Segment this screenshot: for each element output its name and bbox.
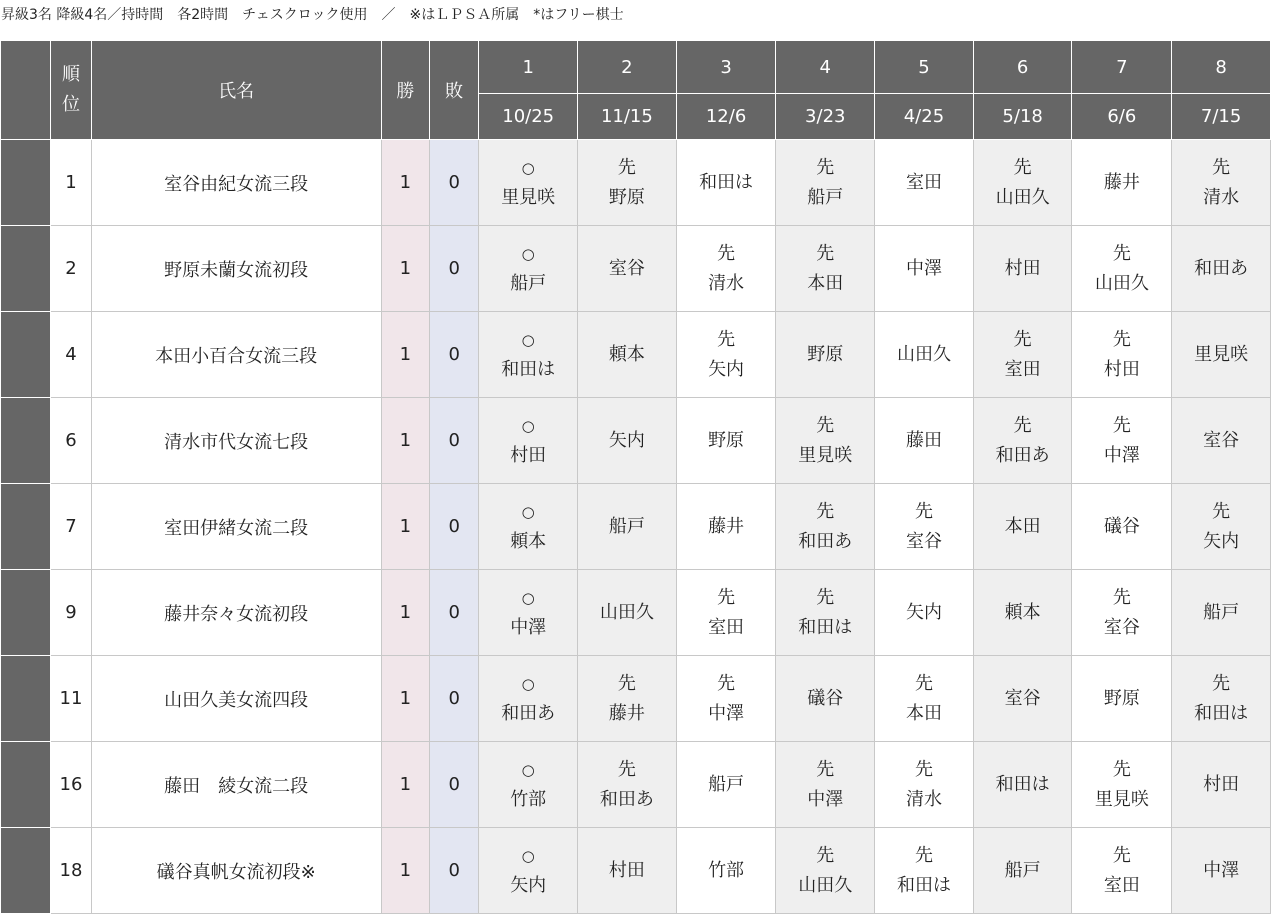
table-row (1, 140, 1271, 226)
header-round-date: 11/15 (578, 94, 677, 140)
opponent-name: 本田 (905, 702, 942, 724)
result-marker: 先 (816, 586, 835, 608)
player-name: 清水市代女流七段 (91, 398, 381, 484)
opponent-name: 和田あ (599, 788, 654, 810)
result-marker: 先 (717, 586, 736, 608)
row-stub (1, 570, 51, 656)
result-marker: 先 (1112, 328, 1131, 350)
result-cell (973, 312, 1072, 398)
result-marker: 先 (1212, 672, 1231, 694)
result-cell (676, 226, 776, 312)
rank-cell: 11 (51, 656, 91, 742)
result-cell (676, 828, 776, 914)
result-marker: 先 (914, 672, 933, 694)
table-row (1, 398, 1271, 484)
opponent-name: 室田 (905, 171, 942, 193)
win-count: 1 (381, 312, 429, 398)
result-cell (1072, 742, 1172, 828)
result-marker: 先 (617, 672, 636, 694)
result-cell (1072, 398, 1172, 484)
result-marker: 先 (816, 500, 835, 522)
opponent-name: 野原 (708, 429, 745, 451)
header-round-date: 6/6 (1072, 94, 1172, 140)
header-round-number: 1 (479, 41, 578, 94)
header-stub (1, 41, 51, 140)
opponent-name: 船戸 (807, 186, 844, 208)
loss-count: 0 (430, 570, 479, 656)
result-cell (776, 656, 875, 742)
player-name: 山田久美女流四段 (91, 656, 381, 742)
result-marker: 先 (1013, 414, 1032, 436)
result-cell (776, 398, 875, 484)
result-marker: 先 (717, 672, 736, 694)
result-cell (973, 656, 1072, 742)
result-marker: 先 (816, 156, 835, 178)
result-cell (776, 484, 875, 570)
header-win: 勝 (381, 41, 429, 140)
opponent-name: 和田あ (1194, 257, 1249, 279)
win-count: 1 (381, 742, 429, 828)
result-cell (875, 398, 974, 484)
header-round-date: 7/15 (1172, 94, 1271, 140)
opponent-name: 室谷 (1203, 429, 1240, 451)
header-round-number: 7 (1072, 41, 1172, 94)
result-marker: 先 (914, 844, 933, 866)
rank-cell: 6 (51, 398, 91, 484)
result-marker: 先 (1112, 586, 1131, 608)
result-marker: ○ (521, 502, 535, 521)
opponent-name: 村田 (1103, 358, 1140, 380)
header-round-number: 6 (973, 41, 1072, 94)
result-marker: 先 (1212, 500, 1231, 522)
result-marker: ○ (521, 330, 535, 349)
table-body (1, 140, 1271, 914)
opponent-name: 村田 (608, 859, 645, 881)
result-cell (1172, 484, 1271, 570)
league-table (0, 40, 1271, 914)
player-name: 藤井奈々女流初段 (91, 570, 381, 656)
table-row (1, 656, 1271, 742)
result-marker: ○ (521, 846, 535, 865)
opponent-name: 矢内 (905, 601, 942, 623)
opponent-name: 中澤 (510, 616, 547, 638)
result-marker: 先 (617, 156, 636, 178)
result-marker: 先 (816, 844, 835, 866)
header-round-date: 12/6 (676, 94, 776, 140)
result-cell (875, 226, 974, 312)
row-stub (1, 742, 51, 828)
opponent-name: 中澤 (905, 257, 942, 279)
result-marker: 先 (1112, 844, 1131, 866)
result-marker: 先 (1013, 156, 1032, 178)
result-cell (1072, 226, 1172, 312)
opponent-name: 室田 (708, 616, 745, 638)
loss-count: 0 (430, 656, 479, 742)
result-marker: 先 (717, 242, 736, 264)
result-cell (973, 828, 1072, 914)
loss-count: 0 (430, 226, 479, 312)
result-cell (578, 226, 677, 312)
result-cell (578, 656, 677, 742)
win-count: 1 (381, 140, 429, 226)
result-cell (479, 398, 578, 484)
result-cell (1172, 398, 1271, 484)
result-marker: 先 (617, 758, 636, 780)
header-round-number: 3 (676, 41, 776, 94)
opponent-name: 室谷 (1103, 616, 1140, 638)
opponent-name: 室田 (1103, 874, 1140, 896)
row-stub (1, 484, 51, 570)
result-marker: ○ (521, 416, 535, 435)
header-rank-line1: 順 (61, 64, 80, 85)
result-marker: 先 (1013, 328, 1032, 350)
result-cell (479, 484, 578, 570)
win-count: 1 (381, 484, 429, 570)
header-round-number: 4 (776, 41, 875, 94)
result-cell (676, 742, 776, 828)
result-marker: 先 (914, 500, 933, 522)
result-cell (479, 656, 578, 742)
result-cell (1072, 484, 1172, 570)
result-cell (1172, 570, 1271, 656)
win-count: 1 (381, 398, 429, 484)
result-cell (479, 140, 578, 226)
result-cell (479, 570, 578, 656)
loss-count: 0 (430, 828, 479, 914)
result-cell (776, 742, 875, 828)
result-cell (875, 312, 974, 398)
result-cell (676, 140, 776, 226)
opponent-name: 藤井 (1103, 171, 1140, 193)
result-cell (776, 140, 875, 226)
opponent-name: 和田あ (501, 702, 556, 724)
league-caption: 昇級3名 降級4名／持時間 各2時間 チェスクロック使用 ／ ※はＬＰＳＡ所属 *はフリー棋士 (1, 7, 624, 23)
opponent-name: 矢内 (1203, 530, 1240, 552)
result-cell (973, 226, 1072, 312)
opponent-name: 里見咲 (501, 186, 556, 208)
opponent-name: 村田 (1004, 257, 1041, 279)
player-name: 室田伊緒女流二段 (91, 484, 381, 570)
header-rank-line2: 位 (61, 94, 80, 115)
rank-cell: 1 (51, 140, 91, 226)
result-cell (1072, 656, 1172, 742)
result-marker: ○ (521, 158, 535, 177)
result-cell (1072, 312, 1172, 398)
header-round-number: 5 (875, 41, 974, 94)
player-name: 本田小百合女流三段 (91, 312, 381, 398)
result-cell (973, 398, 1072, 484)
opponent-name: 室田 (1004, 358, 1041, 380)
loss-count: 0 (430, 140, 479, 226)
result-marker: ○ (521, 674, 535, 693)
opponent-name: 山田久 (1094, 272, 1149, 294)
rank-cell: 2 (51, 226, 91, 312)
opponent-name: 野原 (1103, 687, 1140, 709)
opponent-name: 山田久 (896, 343, 951, 365)
result-cell (875, 656, 974, 742)
opponent-name: 和田は (995, 773, 1050, 795)
result-cell (776, 828, 875, 914)
result-cell (676, 398, 776, 484)
result-marker: 先 (717, 328, 736, 350)
result-cell (973, 140, 1072, 226)
result-cell (1172, 828, 1271, 914)
opponent-name: 頼本 (1004, 601, 1041, 623)
opponent-name: 清水 (708, 272, 745, 294)
result-cell (676, 312, 776, 398)
row-stub (1, 140, 51, 226)
opponent-name: 礒谷 (1103, 515, 1140, 537)
opponent-name: 中澤 (1103, 444, 1140, 466)
header-round-date: 3/23 (776, 94, 875, 140)
opponent-name: 野原 (608, 186, 645, 208)
win-count: 1 (381, 828, 429, 914)
loss-count: 0 (430, 398, 479, 484)
result-cell (1172, 312, 1271, 398)
result-cell (1172, 226, 1271, 312)
result-cell (578, 312, 677, 398)
opponent-name: 船戸 (510, 272, 547, 294)
opponent-name: 山田久 (599, 601, 654, 623)
result-marker: 先 (1112, 414, 1131, 436)
result-cell (578, 484, 677, 570)
win-count: 1 (381, 570, 429, 656)
opponent-name: 本田 (1004, 515, 1041, 537)
table-row (1, 828, 1271, 914)
opponent-name: 室谷 (608, 257, 645, 279)
player-name: 室谷由紀女流三段 (91, 140, 381, 226)
opponent-name: 清水 (1203, 186, 1240, 208)
result-marker: 先 (1212, 156, 1231, 178)
player-name: 野原未蘭女流初段 (91, 226, 381, 312)
opponent-name: 里見咲 (1194, 343, 1249, 365)
result-cell (1172, 140, 1271, 226)
result-cell (973, 484, 1072, 570)
rank-cell: 7 (51, 484, 91, 570)
result-cell (973, 742, 1072, 828)
table-header (1, 41, 1271, 140)
loss-count: 0 (430, 312, 479, 398)
player-name: 礒谷真帆女流初段※ (91, 828, 381, 914)
opponent-name: 和田は (798, 616, 853, 638)
win-count: 1 (381, 656, 429, 742)
result-marker: ○ (521, 588, 535, 607)
opponent-name: 里見咲 (798, 444, 853, 466)
opponent-name: 和田は (1194, 702, 1249, 724)
result-marker: 先 (1112, 758, 1131, 780)
opponent-name: 矢内 (708, 358, 745, 380)
opponent-name: 室谷 (905, 530, 942, 552)
opponent-name: 矢内 (510, 874, 547, 896)
result-cell (875, 570, 974, 656)
result-marker: 先 (816, 242, 835, 264)
player-name: 藤田 綾女流二段 (91, 742, 381, 828)
result-cell (1172, 742, 1271, 828)
opponent-name: 本田 (807, 272, 844, 294)
header-rank (51, 41, 91, 140)
table-row (1, 742, 1271, 828)
result-cell (676, 484, 776, 570)
result-cell (875, 140, 974, 226)
result-cell (676, 570, 776, 656)
header-round-date: 4/25 (875, 94, 974, 140)
opponent-name: 中澤 (708, 702, 745, 724)
result-cell (479, 828, 578, 914)
opponent-name: 和田あ (798, 530, 853, 552)
row-stub (1, 226, 51, 312)
opponent-name: 里見咲 (1094, 788, 1149, 810)
rank-cell: 4 (51, 312, 91, 398)
result-cell (776, 312, 875, 398)
rank-cell: 18 (51, 828, 91, 914)
opponent-name: 船戸 (608, 515, 645, 537)
result-marker: 先 (816, 758, 835, 780)
result-cell (578, 828, 677, 914)
loss-count: 0 (430, 484, 479, 570)
opponent-name: 頼本 (510, 530, 547, 552)
rank-cell: 16 (51, 742, 91, 828)
opponent-name: 矢内 (608, 429, 645, 451)
opponent-name: 竹部 (708, 859, 745, 881)
result-cell (479, 226, 578, 312)
result-cell (578, 570, 677, 656)
opponent-name: 藤井 (708, 515, 745, 537)
opponent-name: 山田久 (798, 874, 853, 896)
opponent-name: 村田 (1203, 773, 1240, 795)
row-stub (1, 312, 51, 398)
opponent-name: 室谷 (1004, 687, 1041, 709)
opponent-name: 中澤 (1203, 859, 1240, 881)
opponent-name: 村田 (510, 444, 547, 466)
opponent-name: 藤井 (608, 702, 645, 724)
opponent-name: 頼本 (608, 343, 645, 365)
loss-count: 0 (430, 742, 479, 828)
win-count: 1 (381, 226, 429, 312)
opponent-name: 清水 (905, 788, 942, 810)
result-cell (973, 570, 1072, 656)
header-name: 氏名 (91, 41, 381, 140)
opponent-name: 藤田 (905, 429, 942, 451)
header-loss: 敗 (430, 41, 479, 140)
result-cell (479, 742, 578, 828)
result-cell (479, 312, 578, 398)
row-stub (1, 398, 51, 484)
result-marker: 先 (914, 758, 933, 780)
result-cell (1172, 656, 1271, 742)
result-cell (776, 570, 875, 656)
result-cell (875, 484, 974, 570)
row-stub (1, 656, 51, 742)
header-round-number: 8 (1172, 41, 1271, 94)
opponent-name: 船戸 (708, 773, 745, 795)
result-cell (578, 140, 677, 226)
result-marker: ○ (521, 244, 535, 263)
result-cell (578, 742, 677, 828)
header-round-date: 5/18 (973, 94, 1072, 140)
table-row (1, 226, 1271, 312)
opponent-name: 和田は (501, 358, 556, 380)
opponent-name: 船戸 (1203, 601, 1240, 623)
opponent-name: 野原 (807, 343, 844, 365)
result-cell (875, 828, 974, 914)
opponent-name: 礒谷 (807, 687, 844, 709)
header-round-number: 2 (578, 41, 677, 94)
result-cell (1072, 828, 1172, 914)
rank-cell: 9 (51, 570, 91, 656)
result-marker: ○ (521, 760, 535, 779)
result-cell (1072, 570, 1172, 656)
opponent-name: 山田久 (995, 186, 1050, 208)
result-cell (676, 656, 776, 742)
result-cell (1072, 140, 1172, 226)
result-marker: 先 (1112, 242, 1131, 264)
row-stub (1, 828, 51, 914)
opponent-name: 竹部 (510, 788, 547, 810)
table-row (1, 312, 1271, 398)
opponent-name: 和田は (699, 171, 754, 193)
result-cell (875, 742, 974, 828)
result-cell (578, 398, 677, 484)
header-round-date: 10/25 (479, 94, 578, 140)
opponent-name: 和田あ (995, 444, 1050, 466)
opponent-name: 船戸 (1004, 859, 1041, 881)
result-marker: 先 (816, 414, 835, 436)
opponent-name: 中澤 (807, 788, 844, 810)
opponent-name: 和田は (896, 874, 951, 896)
table-row (1, 484, 1271, 570)
table-row (1, 570, 1271, 656)
result-cell (776, 226, 875, 312)
